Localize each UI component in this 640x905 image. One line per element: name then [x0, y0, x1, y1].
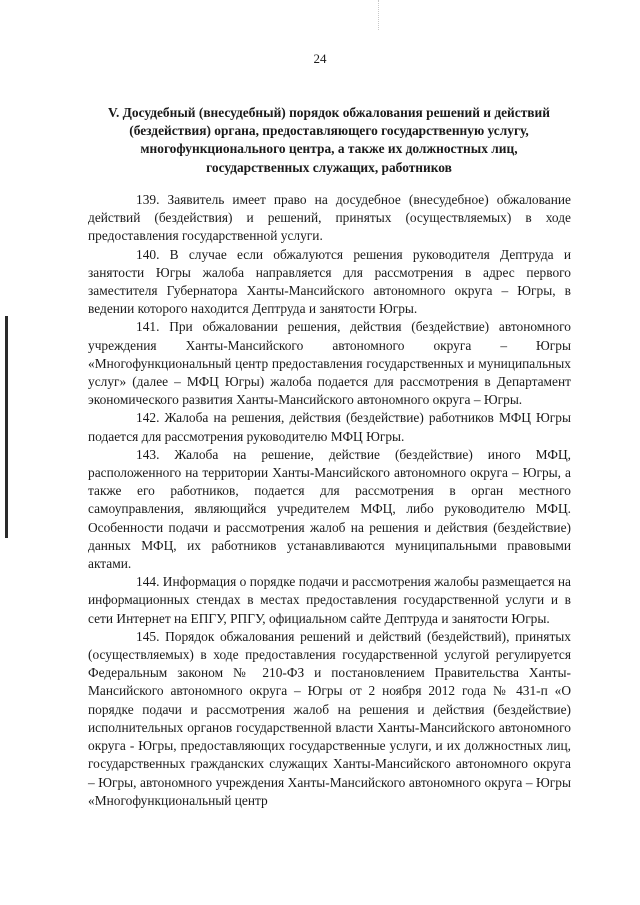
- paragraph-141: 141. При обжаловании решения, действия (бездействие) автономного учреждения Ханты-Мансийского автономного округа – Югры «Многофункциональный центр предоставления государственных и муниципальных услуг» (далее – МФЦ Югры) жалоба подается для рассмотрения в Департамент экономического развития Ханты-Мансийского автономного округа – Югры.: [88, 319, 571, 408]
- paragraph-142: 142. Жалоба на решения, действия (бездействие) работников МФЦ Югры подается для рассмотрения руководителю МФЦ Югры.: [88, 410, 571, 444]
- document-body: [88, 191, 571, 810]
- scan-artifact-line: [378, 0, 379, 30]
- paragraph-143: 143. Жалоба на решение, действие (бездействие) иного МФЦ, расположенного на территории Ханты-Мансийского автономного округа – Югры, а также его работников, подается для рассмотрения в орган местного самоуправления, являющийся учредителем МФЦ, либо руководителю МФЦ. Особенности подачи и рассмотрения жалоб на решения и действия (бездействие) данных МФЦ, их работников устанавливаются муниципальными правовыми актами.: [88, 446, 571, 572]
- page-number: 24: [313, 51, 327, 66]
- paragraph-140: 140. В случае если обжалуются решения руководителя Дептруда и занятости Югры жалоба направляется для рассмотрения в адрес первого заместителя Губернатора Ханты-Мансийского автономного округа – Югры, в ведении которого находится Дептруда и занятости Югры.: [88, 246, 571, 317]
- paragraph-139: 139. Заявитель имеет право на досудебное (внесудебное) обжалование действий (бездействия) и решений, принятых (осуществляемых) в ходе предоставления государственной услуги.: [88, 192, 571, 244]
- paragraph-145: 145. Порядок обжалования решений и действий (бездействий), принятых (осуществляемых) в ходе предоставления государственной услугой регулируется Федеральным законом № 210-ФЗ и постановлением Правительства Ханты-Мансийского автономного округа – Югры от 2 ноября 2012 года № 431-п «О порядке подачи и рассмотрения жалоб на решения и действия (бездействие) исполнительных органов государственной власти Ханты-Мансийского автономного округа - Югры, предоставляющих государственные услуги, и их должностных лиц, государственных гражданских служащих Ханты-Мансийского автономного округа – Югры, автономного учреждения Ханты-Мансийского автономного округа – Югры «Многофункциональный центр: [88, 628, 571, 808]
- paragraph-144: 144. Информация о порядке подачи и рассмотрения жалобы размещается на информационных стендах в местах предоставления государственной услуги и в сети Интернет на ЕПГУ, РПГУ, официальном сайте Дептруда и занятости Югры.: [88, 574, 571, 626]
- margin-mark: [5, 316, 8, 538]
- section-heading: V. Досудебный (внесудебный) порядок обжалования решений и действий (бездействия) органа, предоставляющего государственную услугу, многофункционального центра, а также их должностных лиц, государственных служащих, работников: [108, 105, 550, 175]
